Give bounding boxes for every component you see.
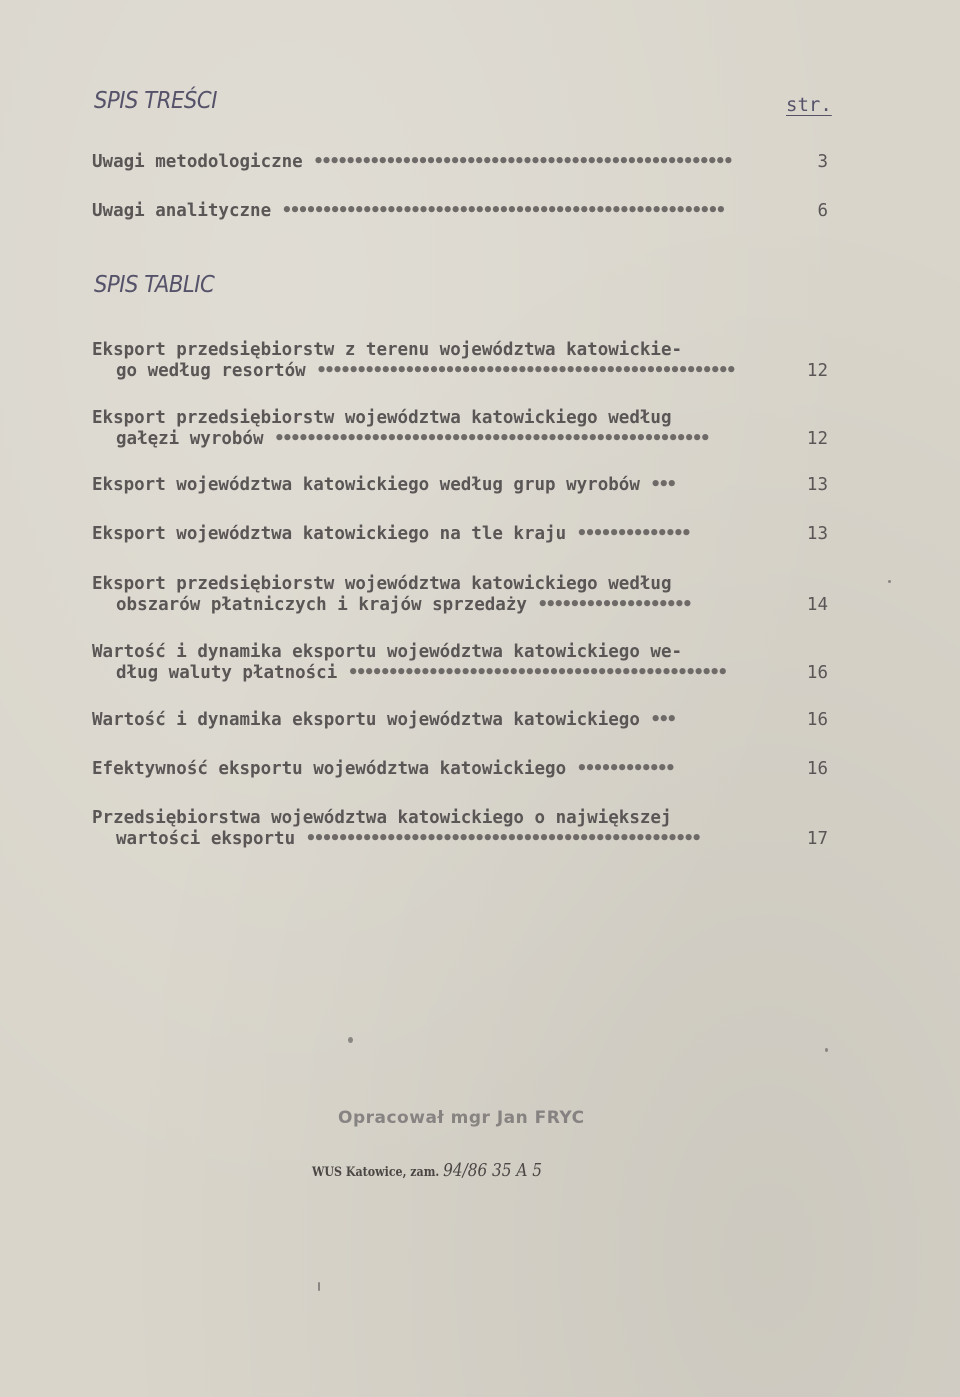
print-stamp-handwritten: 94/86 35 A 5 [443,1160,543,1181]
toc-entry-table-1 [92,340,828,382]
leader-dots: ••••••••••••••••••• [537,595,691,615]
tables-title: SPIS TABLIC [94,272,215,298]
paper-speck [348,1037,353,1043]
toc-entry-table-5 [92,574,828,616]
toc-entry-text: dług waluty płatności [116,663,338,683]
toc-entry-table-6 [92,642,828,684]
contents-title: SPIS TREŚCI [94,88,217,114]
print-stamp-text: WUS Katowice, zam. [312,1165,440,1180]
toc-entry-table-2 [92,408,828,450]
toc-page-number: 14 [806,595,828,615]
toc-entry-methodological-notes [92,152,828,173]
toc-page-number: 12 [806,361,828,381]
toc-page-number: 3 [817,152,828,172]
toc-entry-text: Eksport województwa katowickiego na tle kraju [92,524,567,544]
toc-page-number: 12 [806,429,828,449]
toc-entry-text: gałęzi wyrobów [116,429,264,449]
toc-entry-table-9 [92,808,828,850]
leader-dots: •••••••••••••••••••••••••••••••••••••••••••••••••••••• [274,429,709,449]
toc-page-number: 6 [817,201,828,221]
toc-page-number: 16 [806,710,828,730]
toc-entry-text: Eksport przedsiębiorstw województwa katowickiego według [92,408,672,428]
toc-entry-text: obszarów płatniczych i krajów sprzedaży [116,595,527,615]
paper-speck [825,1048,828,1052]
toc-entry-text: Eksport przedsiębiorstw województwa katowickiego według [92,574,672,594]
leader-dots: •••••••••••• [576,759,674,779]
leader-dots: ••• [650,475,675,495]
leader-dots: •••••••••••••••••••••••••••••••••••••••••••••••••••• [313,152,732,172]
toc-entry-table-8 [92,759,828,780]
prepared-by: Opracował mgr Jan FRYC [338,1108,585,1128]
toc-entry-text: Przedsiębiorstwa województwa katowickiego o największej [92,808,672,828]
toc-page-number: 16 [806,759,828,779]
leader-dots: •••••••••••••• [576,524,690,544]
leader-dots: ••••••••••••••••••••••••••••••••••••••••••••••• [347,663,726,683]
leader-dots: ••• [650,710,675,730]
toc-entry-table-7 [92,710,828,731]
toc-entry-text: go według resortów [116,361,306,381]
toc-page-number: 13 [806,524,828,544]
toc-entry-text: Uwagi metodologiczne [92,152,303,172]
print-stamp [312,1160,542,1181]
toc-entry-analytical-notes [92,201,828,222]
toc-entry-text: wartości eksportu [116,829,296,849]
toc-entry-table-3 [92,475,828,496]
leader-dots: ••••••••••••••••••••••••••••••••••••••••••••••••••••••• [281,201,724,221]
paper-speck [318,1282,320,1291]
toc-page-number: 13 [806,475,828,495]
toc-entry-text: Eksport województwa katowickiego według grup wyrobów [92,475,640,495]
toc-entry-text: Eksport przedsiębiorstw z terenu województwa katowickie- [92,340,683,360]
page-column-label: str. [786,94,832,116]
toc-entry-text: Uwagi analityczne [92,201,272,221]
toc-page-number: 17 [806,829,828,849]
toc-page-number: 16 [806,663,828,683]
toc-entry-text: Wartość i dynamika eksportu województwa katowickiego we- [92,642,683,662]
toc-entry-text: Wartość i dynamika eksportu województwa katowickiego [92,710,640,730]
leader-dots: ••••••••••••••••••••••••••••••••••••••••••••••••• [305,829,700,849]
leader-dots: •••••••••••••••••••••••••••••••••••••••••••••••••••• [316,361,735,381]
paper-speck [888,580,891,583]
toc-entry-text: Efektywność eksportu województwa katowickiego [92,759,567,779]
toc-entry-table-4 [92,524,828,545]
